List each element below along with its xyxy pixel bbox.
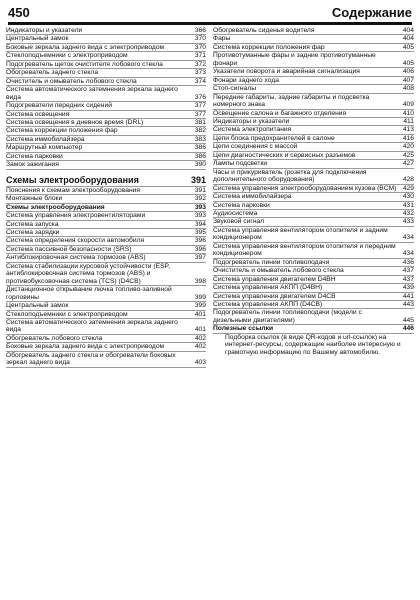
toc-entry-title: Цепи соединения с массой xyxy=(213,143,298,151)
toc-entry-title: Обогреватель заднего стекла xyxy=(6,69,99,77)
toc-entry xyxy=(6,136,206,144)
toc-entry-title: Система управления двигателем D4BH xyxy=(213,275,336,283)
toc-entry-page: 413 xyxy=(402,126,414,134)
toc-entry-page: 397 xyxy=(194,254,206,262)
toc-entry-title: Система коррекции положения фар xyxy=(213,43,325,51)
toc-entry-page: 427 xyxy=(402,160,414,168)
toc-entry xyxy=(213,185,414,193)
toc-entry xyxy=(213,44,414,52)
toc-entry-page: 432 xyxy=(402,209,414,217)
toc-entry-title: Система определения скорости автомобиля xyxy=(6,237,145,245)
toc-entry-title: Стеклоподъемники с электроприводом xyxy=(6,310,128,318)
toc-entry xyxy=(6,69,206,77)
toc-entry xyxy=(213,202,414,210)
header-divider xyxy=(8,22,412,25)
toc-entry xyxy=(213,135,414,143)
toc-entry-page: 410 xyxy=(402,109,414,117)
toc-entry xyxy=(213,68,414,76)
page-header xyxy=(8,5,412,21)
toc-entry xyxy=(6,319,206,335)
toc-entry-title: Монтажные блоки xyxy=(6,195,63,203)
toc-entry xyxy=(6,61,206,69)
toc-entry-title: Стоп-сигналы xyxy=(213,85,257,93)
toc-entry-title: Система управления двигателем D4CB xyxy=(213,292,336,300)
toc-entry-title: Стеклоподъемники с электроприводом xyxy=(6,52,128,60)
toc-entry-title: Очиститель и омыватель лобового стекла xyxy=(213,267,344,275)
toc-entry-title: Индикаторы и указатели xyxy=(213,117,290,125)
toc-entry xyxy=(6,44,206,52)
toc-entry-page: 406 xyxy=(402,68,414,76)
toc-entry-page: 386 xyxy=(194,152,206,160)
toc-entry-page: 434 xyxy=(402,234,414,242)
toc-entry xyxy=(213,309,414,325)
toc-entry-title: Пояснения к схемам электрооборудования xyxy=(6,186,140,194)
toc-entry-title: Система парковки xyxy=(213,201,270,209)
toc-entry-page: 393 xyxy=(194,203,206,211)
toc-entry-page: 396 xyxy=(194,245,206,253)
toc-entry-page: 428 xyxy=(402,176,414,184)
toc-entry-page: 405 xyxy=(402,43,414,51)
toc-entry-page: 402 xyxy=(194,343,206,351)
toc-entry-title: Система стабилизации курсовой устойчивости (ESP, антиблокировочная система тормозов (ABS) и противобуксовочная система (TCS) (D4CB) xyxy=(6,262,170,285)
toc-entry xyxy=(213,169,414,185)
toc-entry-title: Обогреватель лобового стекла xyxy=(6,334,103,342)
toc-entry-page: 377 xyxy=(194,102,206,110)
toc-entry-page: 408 xyxy=(402,85,414,93)
toc-entry xyxy=(213,243,414,259)
toc-entry-page: 391 xyxy=(194,186,206,194)
toc-entry-page: 396 xyxy=(194,237,206,245)
toc-entry-title: Боковые зеркала заднего вида с электроприводом xyxy=(6,43,165,51)
toc-entry-page: 403 xyxy=(194,359,206,367)
toc-entry-title: Звуковой сигнал xyxy=(213,218,265,226)
toc-entry xyxy=(213,293,414,301)
toc-entry xyxy=(213,143,414,151)
toc-entry-title: Система автоматического затемнения зеркала заднего вида xyxy=(6,86,178,101)
toc-entry-page: 401 xyxy=(194,310,206,318)
toc-entry-title: Система пассивной безопасности (SRS) xyxy=(6,245,132,253)
toc-entry-title: Маршрутный компьютер xyxy=(6,144,83,152)
toc-entry-title: Подогреватели передних сидений xyxy=(6,102,112,110)
toc-left-column xyxy=(6,27,206,368)
toc-entry-page: 386 xyxy=(194,144,206,152)
toc-entry-title: Фары xyxy=(213,35,231,43)
toc-entry-title: Фонари заднего хода xyxy=(213,76,279,84)
toc-entry-title: Система зарядки xyxy=(6,228,60,236)
toc-entry xyxy=(213,52,414,68)
toc-entry-title: Система электропитания xyxy=(213,126,292,134)
toc-entry-page: 409 xyxy=(402,101,414,109)
toc-entry xyxy=(6,161,206,169)
page-title: Содержание xyxy=(331,5,412,20)
toc-entry-title: Система управления вентилятором отопителя и задним кондиционером xyxy=(213,226,388,242)
toc-entry xyxy=(6,335,206,343)
toc-entry xyxy=(213,193,414,201)
toc-entry xyxy=(213,77,414,85)
toc-entry xyxy=(6,237,206,245)
toc-entry-page: 391 xyxy=(190,174,206,185)
toc-entry xyxy=(6,263,206,286)
toc-entry-title: Противотуманные фары и задние противотуманные фонари xyxy=(213,52,376,67)
toc-entry-title: Подогреватель линии топливоподачи (модели с дизельными двигателями) xyxy=(213,309,362,324)
toc-entry-page: 372 xyxy=(194,60,206,68)
useful-links-note: Подборка ссылок (в виде QR-кодов и url-ссылок) на интернет-ресурсы, содержащие наиболее интересную и грамотную информацию по Вашему автомобилю. xyxy=(225,333,401,356)
toc-entry-title: Центральный замок xyxy=(6,302,69,310)
toc-entry xyxy=(6,343,206,351)
toc-entry-page: 393 xyxy=(194,212,206,220)
toc-entry xyxy=(6,212,206,220)
toc-entry xyxy=(6,302,206,310)
toc-entry-page: 439 xyxy=(402,284,414,292)
toc-entry xyxy=(213,27,414,35)
toc-entry xyxy=(213,35,414,43)
toc-entry-title: Часы и прикуриватель (розетка для подключения дополнительного оборудования) xyxy=(213,168,367,184)
toc-entry-title: Система парковки xyxy=(6,152,63,160)
toc-entry-page: 411 xyxy=(403,117,414,125)
toc-entry xyxy=(213,152,414,160)
toc-entry-page: 401 xyxy=(194,326,206,334)
toc-entry-page: 431 xyxy=(402,201,414,209)
toc-entry-page: 394 xyxy=(194,220,206,228)
toc-entry-title: Система коррекции положения фар xyxy=(6,127,118,135)
toc-entry xyxy=(6,195,206,203)
toc-entry xyxy=(6,127,206,135)
toc-entry xyxy=(6,52,206,60)
toc-entry-title: Центральный замок xyxy=(6,35,69,43)
toc-entry-title: Система управления вентилятором отопителя и передним кондиционером xyxy=(213,242,396,258)
toc-entry xyxy=(6,78,206,86)
toc-entry-title: Полезные ссылки xyxy=(213,325,274,333)
toc-entry xyxy=(6,246,206,254)
toc-entry-page: 398 xyxy=(194,277,206,285)
toc-entry xyxy=(213,267,414,275)
toc-entry-page: 381 xyxy=(194,118,206,126)
toc-entry-title: Система освещения xyxy=(6,110,70,118)
toc-entry xyxy=(213,94,414,110)
toc-section-heading xyxy=(6,175,206,187)
toc-right-column xyxy=(213,27,414,356)
toc-entry-title: Система управления электрооборудованием кузова (BCM) xyxy=(213,184,397,192)
toc-entry-title: Лампы подсветки xyxy=(213,160,268,168)
toc-entry xyxy=(6,144,206,152)
toc-entry-page: 399 xyxy=(194,293,206,301)
toc-entry-page: 434 xyxy=(402,250,414,258)
toc-entry xyxy=(6,311,206,319)
toc-entry xyxy=(213,210,414,218)
toc-entry-page: 395 xyxy=(194,228,206,236)
toc-entry xyxy=(213,110,414,118)
toc-entry-title: Система освещения в дневное время (DRL) xyxy=(6,118,144,126)
toc-entry-page: 433 xyxy=(402,218,414,226)
toc-entry-title: Схемы электрооборудования xyxy=(6,174,139,185)
toc-entry-title: Индикаторы и указатели xyxy=(6,27,83,34)
toc-entry-title: Система иммобилайзера xyxy=(6,135,85,143)
toc-entry-title: Система автоматического затемнения зеркала заднего вида xyxy=(6,318,178,334)
toc-entry-title: Замок зажигания xyxy=(6,161,59,169)
toc-entry xyxy=(6,221,206,229)
toc-entry-page: 425 xyxy=(402,151,414,159)
toc-entry-title: Очиститель и омыватель лобового стекла xyxy=(6,77,137,85)
toc-entry-title: Подогреватель линии топливоподачи xyxy=(213,258,330,266)
toc-entry-title: Дистанционное открывание лючка топливо-заливной горловины xyxy=(6,286,172,301)
toc-entry xyxy=(6,352,206,368)
toc-entry-page: 392 xyxy=(194,195,206,203)
toc-entry xyxy=(213,325,414,333)
toc-entry xyxy=(6,153,206,161)
toc-entry xyxy=(6,27,206,35)
toc-entry-page: 407 xyxy=(402,76,414,84)
toc-entry-title: Цепи диагностических и сервисных разъемов xyxy=(213,151,356,159)
toc-entry-title: Указатели поворота и аварийная сигнализация xyxy=(213,68,360,76)
toc-entry-page: 373 xyxy=(194,69,206,77)
toc-entry-title: Подогреватель щеток очистителя лобового стекла xyxy=(6,60,163,68)
toc-entry-title: Система иммобилайзера xyxy=(213,193,292,201)
toc-entry xyxy=(213,85,414,93)
toc-entry-title: Цепи блока предохранителей в салоне xyxy=(213,134,335,142)
toc-entry-title: Освещение салона и багажного отделения xyxy=(213,109,347,117)
toc-entry-page: 376 xyxy=(194,93,206,101)
toc-entry xyxy=(213,284,414,292)
toc-entry-page: 374 xyxy=(194,77,206,85)
toc-entry-page: 437 xyxy=(402,275,414,283)
toc-entry-page: 366 xyxy=(194,27,206,34)
toc-entry-page: 445 xyxy=(402,316,414,324)
toc-entry-page: 446 xyxy=(402,325,414,333)
toc-entry-page: 404 xyxy=(402,27,414,34)
toc-entry-title: Система управления электровентиляторами xyxy=(6,212,146,220)
toc-entry xyxy=(213,301,414,309)
toc-entry-page: 441 xyxy=(402,292,414,300)
toc-entry xyxy=(213,227,414,243)
toc-entry-page: 429 xyxy=(402,184,414,192)
toc-entry-title: Обогреватель сиденья водителя xyxy=(213,27,315,34)
toc-entry-title: Передние габариты, задние габариты и подсветка номерного знака xyxy=(213,93,370,109)
toc-entry xyxy=(6,86,206,102)
toc-entry-page: 404 xyxy=(402,35,414,43)
toc-entry-page: 377 xyxy=(194,110,206,118)
toc-entry xyxy=(6,35,206,43)
toc-entry xyxy=(6,229,206,237)
toc-entry xyxy=(213,259,414,267)
toc-entry-page: 399 xyxy=(194,302,206,310)
toc-entry-title: Антиблокировочная система тормозов (ABS) xyxy=(6,254,146,262)
toc-entry-title: Боковые зеркала заднего вида с электроприводом xyxy=(6,343,165,351)
toc-entry xyxy=(6,187,206,195)
toc-entry-title: Схемы электрооборудования xyxy=(6,203,105,211)
toc-entry-page: 420 xyxy=(402,143,414,151)
toc-entry xyxy=(6,119,206,127)
toc-entry xyxy=(6,102,206,110)
toc-entry-title: Обогреватель заднего стекла и обогреватели боковых зеркал заднего вида xyxy=(6,351,176,367)
toc-entry-page: 416 xyxy=(402,134,414,142)
toc-entry-page: 443 xyxy=(402,300,414,308)
toc-entry-page: 430 xyxy=(402,193,414,201)
toc-entry-title: Система управления АКПП (D4CB) xyxy=(213,300,323,308)
toc-entry xyxy=(6,254,206,262)
toc-entry-page: 383 xyxy=(194,135,206,143)
toc-entry-page: 437 xyxy=(402,267,414,275)
toc-entry xyxy=(6,286,206,302)
toc-entry-title: Система запуска xyxy=(6,220,59,228)
page-number: 450 xyxy=(8,5,30,20)
toc-entry-title: Система управления АКПП (D4BH) xyxy=(213,284,323,292)
toc-entry-title: Аудиосистема xyxy=(213,209,258,217)
toc-entry-page: 382 xyxy=(194,127,206,135)
toc-entry-page: 370 xyxy=(194,35,206,43)
toc-entry-page: 405 xyxy=(402,59,414,67)
toc-entry xyxy=(213,276,414,284)
toc-entry xyxy=(6,111,206,119)
toc-entry-page: 371 xyxy=(194,52,206,60)
toc-entry-page: 402 xyxy=(194,334,206,342)
toc-entry xyxy=(213,118,414,126)
toc-entry-page: 436 xyxy=(402,258,414,266)
toc-entry xyxy=(6,204,206,212)
toc-entry xyxy=(213,218,414,226)
toc-entry-page: 370 xyxy=(194,43,206,51)
toc-entry-page: 390 xyxy=(194,161,206,169)
toc-entry xyxy=(213,160,414,168)
toc-entry xyxy=(213,126,414,134)
